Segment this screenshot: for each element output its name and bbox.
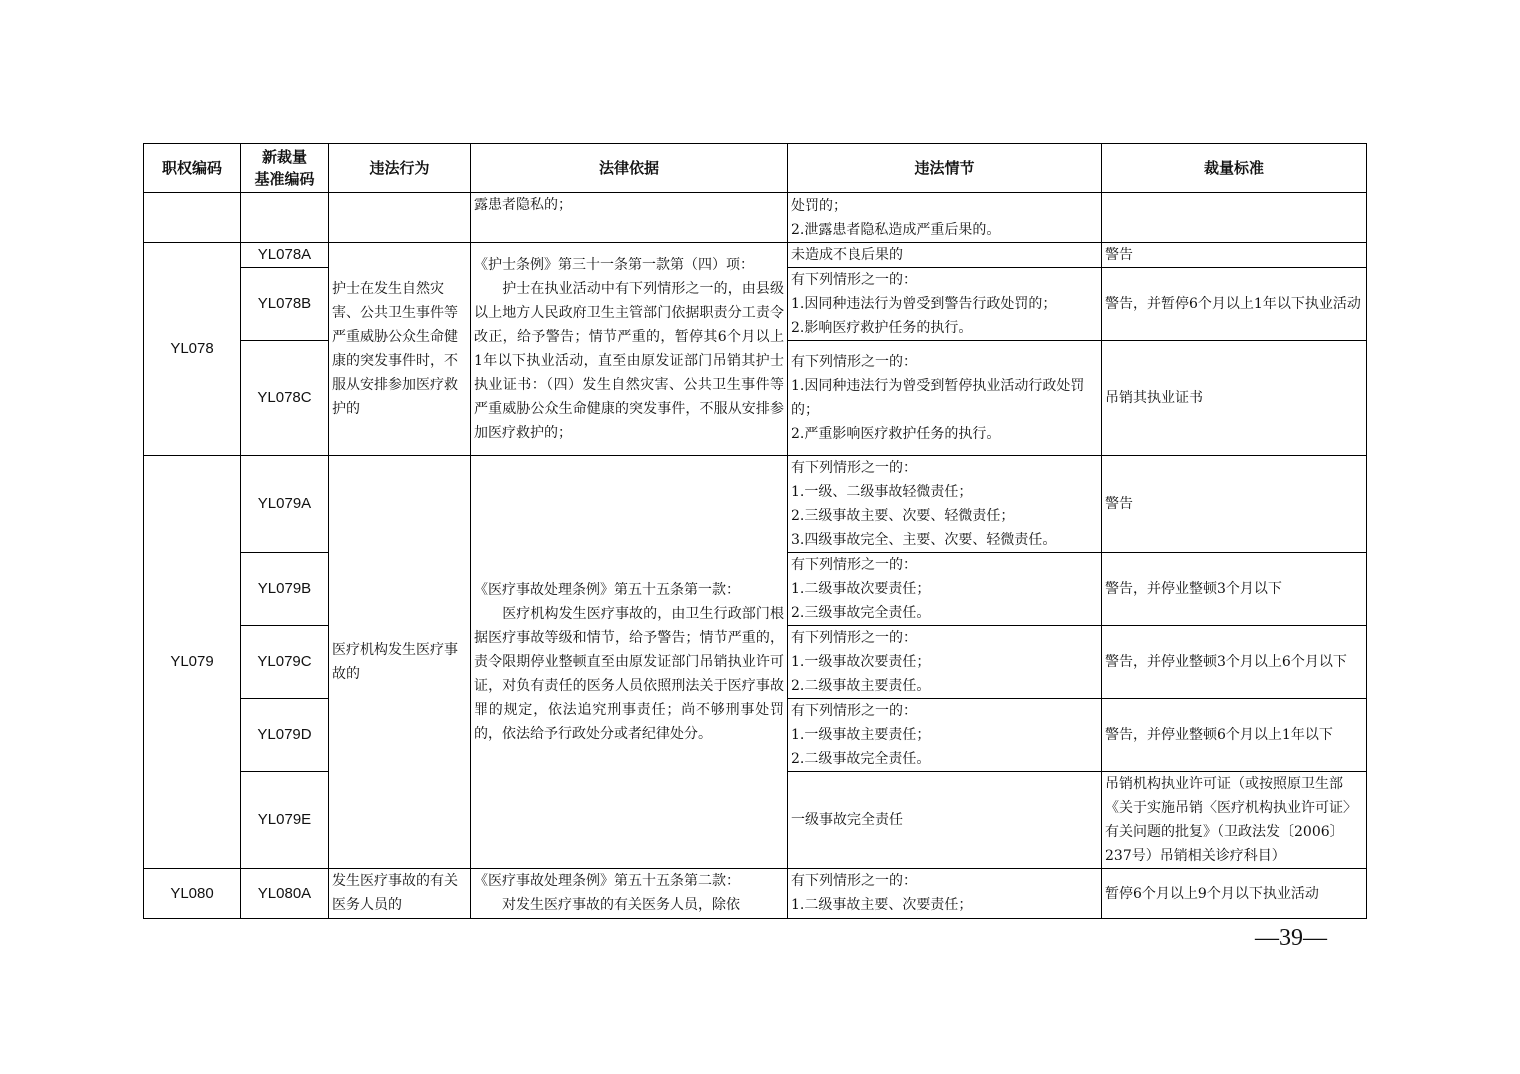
yl079d-standard: 警告，并停业整顿6个月以上1年以下 — [1102, 699, 1367, 772]
penalty-discretion-table — [143, 143, 1367, 919]
yl078-basis: 《护士条例》第三十一条第一款第（四）项： 护士在执业活动中有下列情形之一的，由县级以上地方人民政府卫生主管部门依据职责分工责令改正，给予警告；情节严重的，暂停其6个月以上1年以下执业活动，直至由原发证部门吊销其护士执业证书：（四）发生自然灾害、公共卫生事件等严重威胁公众生命健康的突发事件，不服从安排参加医疗救护的； — [471, 243, 788, 456]
yl079a-standard: 警告 — [1102, 456, 1367, 553]
yl079c-code: YL079C — [241, 626, 329, 699]
yl079a-code: YL079A — [241, 456, 329, 553]
yl078b-standard: 警告，并暂停6个月以上1年以下执业活动 — [1102, 268, 1367, 341]
table-row — [144, 243, 1367, 268]
carryover-code-cell — [144, 193, 241, 243]
yl078a-standard: 警告 — [1102, 243, 1367, 268]
yl079c-standard: 警告，并停业整顿3个月以上6个月以下 — [1102, 626, 1367, 699]
yl080-code: YL080 — [144, 869, 241, 919]
header-baseline-line1: 新裁量 — [261, 148, 307, 166]
carryover-basis: 露患者隐私的； — [471, 193, 788, 243]
yl078c-circumstance: 有下列情形之一的： 1.因同种违法行为曾受到暂停执业活动行政处罚的； 2.严重影响医疗救护任务的执行。 — [788, 341, 1102, 456]
header-circumstance: 违法情节 — [788, 144, 1102, 193]
carryover-act-cell — [329, 193, 471, 243]
table-row — [144, 456, 1367, 553]
table-header-row — [144, 144, 1367, 193]
yl079e-circumstance: 一级事故完全责任 — [788, 772, 1102, 869]
table-row — [144, 869, 1367, 919]
yl080a-standard: 暂停6个月以上9个月以下执业活动 — [1102, 869, 1367, 919]
yl078a-code: YL078A — [241, 243, 329, 268]
yl079d-code: YL079D — [241, 699, 329, 772]
yl078b-circumstance: 有下列情形之一的： 1.因同种违法行为曾受到警告行政处罚的； 2.影响医疗救护任务的执行。 — [788, 268, 1102, 341]
yl079-act: 医疗机构发生医疗事故的 — [329, 456, 471, 869]
yl079b-circumstance: 有下列情形之一的： 1.二级事故次要责任； 2.三级事故完全责任。 — [788, 553, 1102, 626]
carryover-circumstance: 处罚的； 2.泄露患者隐私造成严重后果的。 — [788, 193, 1102, 243]
header-act: 违法行为 — [329, 144, 471, 193]
yl078-code: YL078 — [144, 243, 241, 456]
yl080-act: 发生医疗事故的有关医务人员的 — [329, 869, 471, 919]
yl080a-code: YL080A — [241, 869, 329, 919]
yl079b-code: YL079B — [241, 553, 329, 626]
yl080-basis: 《医疗事故处理条例》第五十五条第二款： 对发生医疗事故的有关医务人员，除依 — [471, 869, 788, 919]
yl078b-code: YL078B — [241, 268, 329, 341]
yl078a-circumstance: 未造成不良后果的 — [788, 243, 1102, 268]
header-basis: 法律依据 — [471, 144, 788, 193]
carryover-standard — [1102, 193, 1367, 243]
yl078c-standard: 吊销其执业证书 — [1102, 341, 1367, 456]
page-number: —39— — [1255, 925, 1327, 951]
yl080a-circumstance: 有下列情形之一的： 1.二级事故主要、次要责任； — [788, 869, 1102, 919]
yl079e-standard: 吊销机构执业许可证（或按照原卫生部《关于实施吊销〈医疗机构执业许可证〉有关问题的批复》（卫政法发〔2006〕237号）吊销相关诊疗科目） — [1102, 772, 1367, 869]
table-row-carryover — [144, 193, 1367, 243]
header-baseline-line2: 基准编码 — [254, 170, 315, 188]
yl079e-code: YL079E — [241, 772, 329, 869]
yl079-code: YL079 — [144, 456, 241, 869]
yl079c-circumstance: 有下列情形之一的： 1.一级事故次要责任； 2.二级事故主要责任。 — [788, 626, 1102, 699]
yl079b-standard: 警告，并停业整顿3个月以下 — [1102, 553, 1367, 626]
yl079a-circumstance: 有下列情形之一的： 1.一级、二级事故轻微责任； 2.三级事故主要、次要、轻微责任； 3.四级事故完全、主要、次要、轻微责任。 — [788, 456, 1102, 553]
yl079d-circumstance: 有下列情形之一的： 1.一级事故主要责任； 2.二级事故完全责任。 — [788, 699, 1102, 772]
carryover-sub-cell — [241, 193, 329, 243]
header-baseline-code — [241, 144, 329, 193]
yl078-act: 护士在发生自然灾害、公共卫生事件等严重威胁公众生命健康的突发事件时，不服从安排参加医疗救护的 — [329, 243, 471, 456]
header-standard: 裁量标准 — [1102, 144, 1367, 193]
yl078c-code: YL078C — [241, 341, 329, 456]
yl079-basis: 《医疗事故处理条例》第五十五条第一款： 医疗机构发生医疗事故的，由卫生行政部门根据医疗事故等级和情节，给予警告；情节严重的，责令限期停业整顿直至由原发证部门吊销执业许可证，对负有责任的医务人员依照刑法关于医疗事故罪的规定，依法追究刑事责任；尚不够刑事处罚的，依法给予行政处分或者纪律处分。 — [471, 456, 788, 869]
header-code: 职权编码 — [144, 144, 241, 193]
